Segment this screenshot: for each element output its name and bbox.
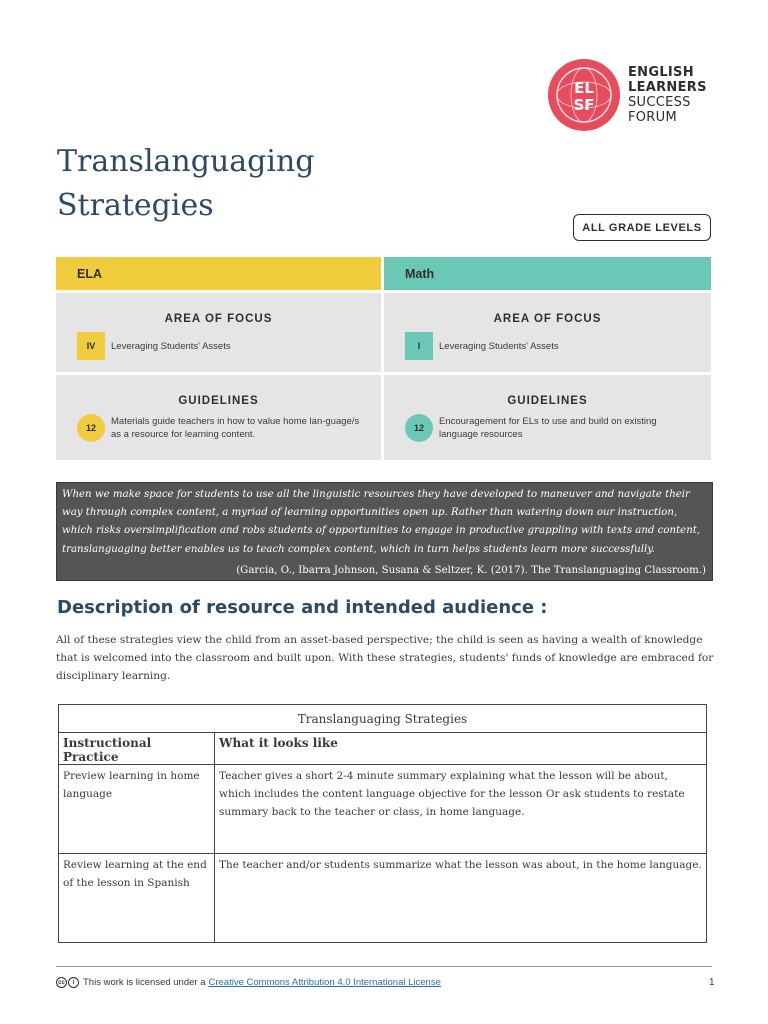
practice-cell: Review learning at the end of the lesson in Spanish bbox=[59, 854, 215, 943]
focus-text: Leveraging Students' Assets bbox=[439, 340, 559, 352]
creative-commons-icon: cc i bbox=[56, 977, 79, 988]
area-of-focus-panel-math bbox=[384, 293, 711, 372]
footer-divider bbox=[56, 966, 712, 967]
logo-monogram-top: EL bbox=[574, 79, 594, 97]
page-title-line-2: Strategies bbox=[57, 188, 214, 223]
section-heading: Description of resource and intended audience : bbox=[57, 597, 548, 618]
guidelines-heading: GUIDELINES bbox=[178, 395, 259, 407]
subject-column-ela bbox=[56, 257, 381, 460]
guideline-text: Encouragement for ELs to use and build on existing language resources bbox=[439, 416, 657, 440]
subject-panels bbox=[56, 257, 711, 463]
focus-badge: IV bbox=[77, 332, 105, 360]
practice-cell: Preview learning in home language bbox=[59, 765, 215, 854]
guideline-item bbox=[77, 414, 361, 442]
guidelines-heading: GUIDELINES bbox=[507, 395, 588, 407]
logo-line-2: LEARNERS bbox=[628, 80, 707, 95]
license-link[interactable]: Creative Commons Attribution 4.0 International License bbox=[208, 977, 441, 988]
looks-like-cell: The teacher and/or students summarize what the lesson was about, in the home language. bbox=[215, 854, 707, 943]
guideline-item bbox=[405, 414, 689, 442]
elsf-logo-mark bbox=[547, 58, 621, 132]
page-title bbox=[57, 140, 315, 228]
guidelines-panel-math bbox=[384, 375, 711, 460]
description-paragraph: All of these strategies view the child from an asset-based perspective; the child is seen as having a wealth of knowledge that is welcomed into the classroom and built upon. With these strategies, students' funds of knowledge are embraced for disciplinary learning. bbox=[56, 634, 714, 682]
page-title-line-1: Translanguaging bbox=[57, 144, 315, 179]
column-header-looks-like: What it looks like bbox=[215, 733, 707, 765]
elsf-logo bbox=[547, 58, 707, 132]
quote-citation: (Garcia, O., Ibarra Johnson, Susana & Seltzer, K. (2017). The Translanguaging Classroom.) bbox=[236, 565, 706, 576]
focus-item bbox=[405, 332, 559, 360]
quote-text: When we make space for students to use all the linguistic resources they have developed to maneuver and navigate their way through complex content, a myriad of learning opportunities open up. Rather than watering down our instruction, which risks oversimplification and robs students of opportunities to engage in productive grappling with texts and content, translanguaging better enables us to teach complex content, which in turn helps students learn more successfully. bbox=[62, 489, 701, 555]
grade-level-badge: ALL GRADE LEVELS bbox=[573, 214, 711, 241]
table-caption: Translanguaging Strategies bbox=[59, 705, 707, 733]
quote-box bbox=[56, 482, 713, 581]
logo-line-3: SUCCESS bbox=[628, 95, 691, 110]
guideline-text: Materials guide teachers in how to value home lan-guage/s as a resource for learning content. bbox=[111, 416, 360, 440]
logo-line-4: FORUM bbox=[628, 110, 677, 125]
area-of-focus-panel-ela bbox=[56, 293, 381, 372]
area-of-focus-heading: AREA OF FOCUS bbox=[493, 313, 602, 325]
logo-line-1: ENGLISH bbox=[628, 65, 694, 80]
strategies-table bbox=[58, 704, 707, 943]
subject-header-ela: ELA bbox=[56, 257, 381, 290]
guidelines-panel-ela bbox=[56, 375, 381, 460]
logo-monogram-bottom: SF bbox=[573, 96, 595, 114]
column-header-practice: Instructional Practice bbox=[59, 733, 215, 765]
table-row bbox=[59, 765, 707, 854]
subject-header-math: Math bbox=[384, 257, 711, 290]
guideline-badge: 12 bbox=[77, 414, 105, 442]
area-of-focus-heading: AREA OF FOCUS bbox=[164, 313, 273, 325]
table-row bbox=[59, 854, 707, 943]
focus-badge: I bbox=[405, 332, 433, 360]
license-prefix: This work is licensed under a bbox=[83, 977, 206, 988]
footer-license bbox=[56, 977, 441, 988]
subject-column-math bbox=[384, 257, 711, 460]
logo-wordmark bbox=[628, 65, 707, 125]
looks-like-cell: Teacher gives a short 2-4 minute summary explaining what the lesson will be about, which includes the content language objective for the lesson Or ask students to restate summary back to the teacher or class, in home language. bbox=[215, 765, 707, 854]
guideline-badge: 12 bbox=[405, 414, 433, 442]
focus-item bbox=[77, 332, 231, 360]
focus-text: Leveraging Students' Assets bbox=[111, 340, 231, 352]
page-number: 1 bbox=[709, 977, 715, 988]
